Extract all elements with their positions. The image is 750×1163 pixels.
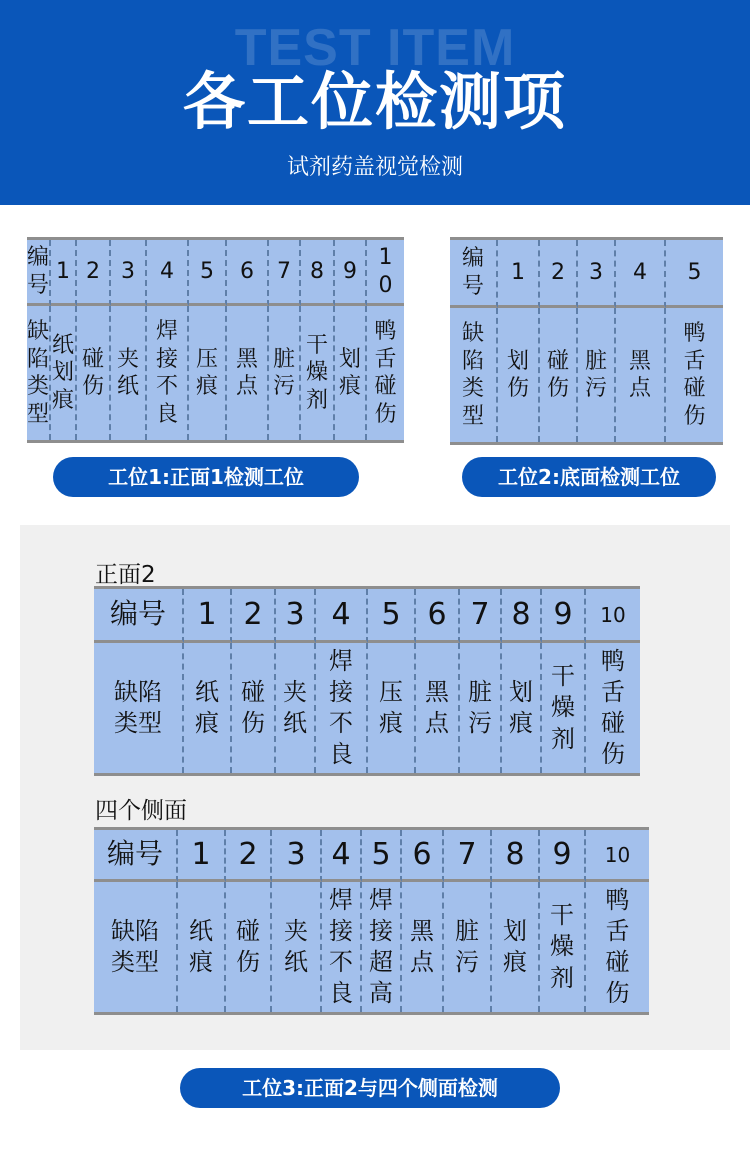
station1-number-cell: 5	[189, 240, 227, 306]
front2-defect-cell	[460, 643, 502, 773]
vertical-text: 划 痕	[503, 916, 527, 976]
sides-defect-cell	[586, 882, 649, 1012]
front2-defect-cell	[416, 643, 460, 773]
vertical-text: 夹 纸	[284, 916, 308, 976]
vertical-text: 干 燥 剂	[551, 662, 575, 753]
page-subtitle: 试剂药盖视觉检测	[286, 155, 463, 180]
front2-defect-cell	[184, 643, 232, 773]
sides-defect-cell	[226, 882, 272, 1012]
front2-number-cell: 1	[184, 589, 232, 643]
front2-number-cell: 9	[542, 589, 586, 643]
front2-number-cell: 4	[316, 589, 368, 643]
vertical-text: 鸭 舌 碰 伤	[374, 319, 397, 427]
station1-number-cell: 7	[269, 240, 301, 306]
vertical-text: 夹 纸	[283, 677, 307, 737]
vertical-text: 1 0	[378, 245, 393, 298]
sides-defect-cell	[492, 882, 540, 1012]
vertical-text: 脏 污	[468, 677, 492, 737]
station1-pill: 工位1:正面1检测工位	[53, 457, 359, 497]
station1-defect-cell	[301, 306, 335, 440]
front2-number-cell: 2	[232, 589, 276, 643]
front2-number-cell: 3	[276, 589, 316, 643]
front2-number-cell: 8	[502, 589, 542, 643]
station1-number-cell: 3	[111, 240, 147, 306]
front2-number-cell: 7	[460, 589, 502, 643]
sides-number-cell: 4	[322, 830, 362, 882]
station2-defect-row	[450, 308, 723, 442]
station1-number-cell: 4	[147, 240, 189, 306]
station2-table	[450, 237, 723, 445]
sides-defect-cell	[322, 882, 362, 1012]
vertical-text: 缺 陷 类 型	[27, 319, 50, 427]
station2-header-cell	[450, 240, 498, 308]
sides-defect-cell	[272, 882, 322, 1012]
sides-number-row	[94, 830, 649, 882]
vertical-text: 黑 点	[628, 348, 651, 401]
front2-defect-cell	[542, 643, 586, 773]
sides-defect-cell	[444, 882, 492, 1012]
vertical-text: 碰 伤	[81, 346, 104, 399]
page-title: 各工位检测项	[182, 65, 567, 138]
vertical-text: 焊 接 不 良	[329, 646, 353, 769]
vertical-text: 夹 纸	[116, 346, 139, 399]
front2-defect-cell	[276, 643, 316, 773]
station1-defect-cell	[77, 306, 111, 440]
vertical-text: 干 燥 剂	[550, 901, 574, 992]
vertical-text: 纸 划 痕	[51, 332, 74, 413]
vertical-text: 纸 痕	[195, 677, 219, 737]
vertical-text: 碰 伤	[236, 916, 260, 976]
front2-number-cell: 10	[586, 589, 640, 643]
station2-number-cell: 5	[666, 240, 723, 308]
sides-defect-cell	[402, 882, 444, 1012]
front2-type-cell	[94, 643, 184, 773]
front2-defect-cell	[586, 643, 640, 773]
station2-number-cell: 2	[540, 240, 578, 308]
vertical-text: 划 伤	[506, 348, 529, 401]
station1-number-cell: 9	[335, 240, 367, 306]
vertical-text: 压 痕	[195, 346, 218, 399]
sides-header-cell: 编号	[94, 830, 178, 882]
station2-defect-cell	[666, 308, 723, 442]
sides-type-cell	[94, 882, 178, 1012]
vertical-text: 编 号	[461, 246, 484, 299]
station3-pill: 工位3:正面2与四个侧面检测	[180, 1068, 560, 1108]
vertical-text: 缺 陷 类 型	[461, 321, 484, 429]
station1-number-cell: 2	[77, 240, 111, 306]
vertical-text: 焊 接 不 良	[155, 319, 178, 427]
station2-number-cell: 4	[616, 240, 666, 308]
vertical-text: 缺陷 类型	[111, 916, 159, 976]
station1-defect-cell	[335, 306, 367, 440]
sides-number-cell: 2	[226, 830, 272, 882]
station1-defect-cell	[227, 306, 269, 440]
vertical-text: 碰 伤	[241, 677, 265, 737]
station1-defect-row	[27, 306, 404, 440]
vertical-text: 脏 污	[455, 916, 479, 976]
station1-defect-cell	[189, 306, 227, 440]
station1-defect-cell	[269, 306, 301, 440]
vertical-text: 鸭 舌 碰 伤	[683, 321, 706, 429]
vertical-text: 干 燥 剂	[305, 332, 328, 413]
station2-defect-cell	[540, 308, 578, 442]
station1-number-cell: 8	[301, 240, 335, 306]
station2-defect-cell	[578, 308, 616, 442]
vertical-text: 焊 接 不 良	[329, 885, 353, 1008]
vertical-text: 鸭 舌 碰 伤	[601, 646, 625, 769]
station1-defect-cell	[367, 306, 404, 440]
station2-type-cell	[450, 308, 498, 442]
front2-defect-cell	[502, 643, 542, 773]
station1-defect-cell	[51, 306, 77, 440]
sides-number-cell: 5	[362, 830, 402, 882]
station2-number-row	[450, 240, 723, 308]
station1-table	[27, 237, 404, 443]
sides-number-cell: 10	[586, 830, 649, 882]
station2-pill: 工位2:底面检测工位	[462, 457, 716, 497]
station1-type-cell	[27, 306, 51, 440]
front2-defect-cell	[368, 643, 416, 773]
sides-number-cell: 6	[402, 830, 444, 882]
vertical-text: 划 痕	[338, 346, 361, 399]
vertical-text: 黑 点	[425, 677, 449, 737]
vertical-text: 黑 点	[235, 346, 258, 399]
sides-number-cell: 3	[272, 830, 322, 882]
front2-number-row	[94, 589, 640, 643]
vertical-text: 黑 点	[410, 916, 434, 976]
vertical-text: 纸 痕	[189, 916, 213, 976]
station2-number-cell: 1	[498, 240, 540, 308]
station1-header-cell	[27, 240, 51, 306]
front2-defect-cell	[232, 643, 276, 773]
station1-number-cell: 1	[51, 240, 77, 306]
front2-number-cell: 5	[368, 589, 416, 643]
sides-number-cell: 9	[540, 830, 586, 882]
front2-header-cell: 编号	[94, 589, 184, 643]
station1-defect-cell	[147, 306, 189, 440]
vertical-text: 编 号	[27, 245, 50, 298]
front2-defect-cell	[316, 643, 368, 773]
sides-number-cell: 8	[492, 830, 540, 882]
sides-defect-row	[94, 882, 649, 1012]
sides-defect-cell	[540, 882, 586, 1012]
sides-number-cell: 7	[444, 830, 492, 882]
vertical-text: 缺陷 类型	[114, 677, 162, 737]
vertical-text: 脏 污	[272, 346, 295, 399]
front2-label: 正面2	[95, 562, 156, 588]
station2-number-cell: 3	[578, 240, 616, 308]
vertical-text: 脏 污	[584, 348, 607, 401]
station2-defect-cell	[616, 308, 666, 442]
header-watermark: TEST ITEM	[234, 19, 516, 77]
vertical-text: 划 痕	[509, 677, 533, 737]
front2-number-cell: 6	[416, 589, 460, 643]
station2-defect-cell	[498, 308, 540, 442]
vertical-text: 压 痕	[379, 677, 403, 737]
sides-defect-cell	[362, 882, 402, 1012]
station1-number-cell	[367, 240, 404, 306]
sides-number-cell: 1	[178, 830, 226, 882]
station1-number-row	[27, 240, 404, 306]
header-banner	[0, 0, 750, 205]
vertical-text: 鸭 舌 碰 伤	[605, 885, 630, 1008]
front2-table	[94, 586, 640, 776]
sides-table	[94, 827, 649, 1015]
vertical-text: 焊 接 超 高	[369, 885, 393, 1008]
sides-defect-cell	[178, 882, 226, 1012]
vertical-text: 碰 伤	[546, 348, 569, 401]
sides-label: 四个侧面	[95, 798, 187, 824]
station1-defect-cell	[111, 306, 147, 440]
station1-number-cell: 6	[227, 240, 269, 306]
front2-defect-row	[94, 643, 640, 773]
